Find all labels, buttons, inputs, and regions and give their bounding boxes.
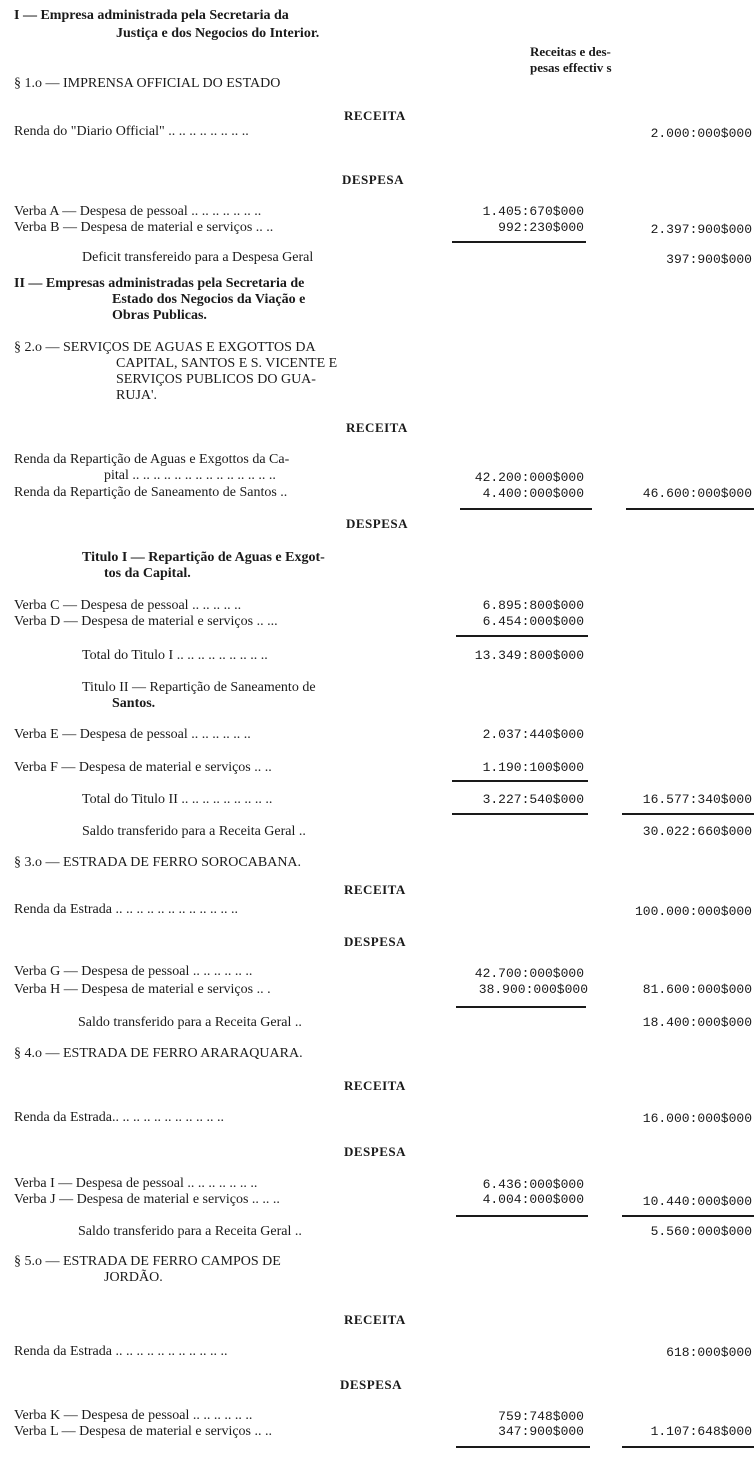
verba-j-value: 4.004:000$000 xyxy=(482,1192,584,1207)
verba-a-value: 1.405:670$000 xyxy=(482,204,584,219)
section-1-renda-label: Renda do "Diario Official" .. .. .. .. .. .. .. .. xyxy=(14,124,249,139)
divider-rule xyxy=(456,1215,588,1217)
intro-line-1: I — Empresa administrada pela Secretaria da xyxy=(14,8,289,23)
verba-f-value: 1.190:100$000 xyxy=(482,760,584,775)
section-2-title-line-1: § 2.o — SERVIÇOS DE AGUAS E EXGOTTOS DA xyxy=(14,340,316,355)
divider-rule xyxy=(626,508,754,510)
section-3-despesa-total: 81.600:000$000 xyxy=(642,982,752,997)
titulo-ii-line-2: Santos. xyxy=(112,696,156,711)
section-1-despesa-total: 2.397:900$000 xyxy=(650,222,752,237)
section-4-renda-label: Renda da Estrada.. .. .. .. .. .. .. .. .. .. .. xyxy=(14,1110,224,1125)
titulo-i-line-1: Titulo I — Repartição de Aguas e Exgot- xyxy=(82,550,325,565)
divider-rule xyxy=(452,241,586,243)
divider-rule xyxy=(456,635,588,637)
section-2-despesa-heading: DESPESA xyxy=(346,516,409,531)
verba-c-label: Verba C — Despesa de pessoal .. .. .. .. .. xyxy=(14,598,242,613)
section-5-renda-label: Renda da Estrada .. .. .. .. .. .. .. .. .. .. .. xyxy=(14,1344,228,1359)
section-5-title-line-1: § 5.o — ESTRADA DE FERRO CAMPOS DE xyxy=(14,1254,281,1269)
total-titulo-ii-label: Total do Titulo II .. .. .. .. .. .. .. .. .. xyxy=(82,792,273,807)
section-5-renda-total: 618:000$000 xyxy=(666,1345,752,1360)
intro-line-2: Justiça e dos Negocios do Interior. xyxy=(116,26,320,41)
titulo-ii-line-1: Titulo II — Repartição de Saneamento de xyxy=(82,680,316,695)
section-2-saldo-label: Saldo transferido para a Receita Geral .. xyxy=(82,824,306,839)
column-header-line-1: Receitas e des- xyxy=(530,44,611,59)
divider-rule xyxy=(452,780,588,782)
verba-b-value: 992:230$000 xyxy=(498,220,584,235)
divider-rule xyxy=(622,1215,754,1217)
section-1-deficit-label: Deficit transfereido para a Despesa Geral xyxy=(82,250,314,265)
titulo-i-line-2: tos da Capital. xyxy=(104,566,191,581)
renda-santos-label: Renda da Repartição de Saneamento de Santos .. xyxy=(14,485,288,500)
column-header-line-2: pesas effectiv s xyxy=(530,60,612,75)
verba-l-value: 347:900$000 xyxy=(498,1424,584,1439)
section-3-despesa-heading: DESPESA xyxy=(344,934,407,949)
divider-rule xyxy=(622,1446,754,1448)
divider-rule xyxy=(456,1446,590,1448)
verba-k-value: 759:748$000 xyxy=(498,1409,584,1424)
section-5-despesa-total: 1.107:648$000 xyxy=(650,1424,752,1439)
section-1-renda-total: 2.000:000$000 xyxy=(650,126,752,141)
verba-i-label: Verba I — Despesa de pessoal .. .. .. .. .. .. .. xyxy=(14,1176,258,1191)
divider-rule xyxy=(456,1006,586,1008)
section-4-saldo-value: 5.560:000$000 xyxy=(650,1224,752,1239)
renda-santos-value: 4.400:000$000 xyxy=(482,486,584,501)
section-4-receita-heading: RECEITA xyxy=(344,1078,406,1093)
verba-l-label: Verba L — Despesa de material e serviços .. .. xyxy=(14,1424,272,1439)
section-4-title: § 4.o — ESTRADA DE FERRO ARARAQUARA. xyxy=(14,1046,303,1061)
section-2-receita-heading: RECEITA xyxy=(346,420,408,435)
verba-c-value: 6.895:800$000 xyxy=(482,598,584,613)
section-2-title-line-4: RUJA'. xyxy=(116,388,158,403)
verba-d-label: Verba D — Despesa de material e serviços .. ... xyxy=(14,614,278,629)
verba-h-label: Verba H — Despesa de material e serviços .. . xyxy=(14,982,271,997)
divider-rule xyxy=(622,813,754,815)
section-4-saldo-label: Saldo transferido para a Receita Geral .. xyxy=(78,1224,302,1239)
section-1-despesa-heading: DESPESA xyxy=(342,172,405,187)
section-3-renda-total: 100.000:000$000 xyxy=(634,904,752,919)
total-titulo-i-label: Total do Titulo I .. .. .. .. .. .. .. .. .. xyxy=(82,648,268,663)
section-1-title: § 1.o — IMPRENSA OFFICIAL DO ESTADO xyxy=(14,76,281,91)
section-2-renda-total: 46.600:000$000 xyxy=(642,486,752,501)
section-3-saldo-label: Saldo transferido para a Receita Geral .. xyxy=(78,1015,302,1030)
part-ii-line-2: Estado dos Negocios da Viação e xyxy=(112,292,306,307)
section-4-despesa-total: 10.440:000$000 xyxy=(642,1194,752,1209)
section-2-title-line-2: CAPITAL, SANTOS E S. VICENTE E xyxy=(116,356,338,371)
total-titulo-ii-value: 3.227:540$000 xyxy=(482,792,584,807)
verba-f-label: Verba F — Despesa de material e serviços .. .. xyxy=(14,760,272,775)
section-2-saldo-value: 30.022:660$000 xyxy=(642,824,752,839)
section-5-receita-heading: RECEITA xyxy=(344,1312,406,1327)
section-3-renda-label: Renda da Estrada .. .. .. .. .. .. .. .. .. .. .. .. xyxy=(14,902,238,917)
section-5-title-line-2: JORDÃO. xyxy=(104,1270,163,1285)
verba-b-label: Verba B — Despesa de material e serviços .. .. xyxy=(14,220,274,235)
section-2-despesa-total: 16.577:340$000 xyxy=(642,792,752,807)
part-ii-line-1: II — Empresas administradas pela Secretaria de xyxy=(14,276,305,291)
section-2-title-line-3: SERVIÇOS PUBLICOS DO GUA- xyxy=(116,372,316,387)
verba-e-value: 2.037:440$000 xyxy=(482,727,584,742)
renda-aguas-label-line-1: Renda da Repartição de Aguas e Exgottos da Ca- xyxy=(14,452,290,467)
verba-a-label: Verba A — Despesa de pessoal .. .. .. .. .. .. .. xyxy=(14,204,262,219)
section-3-receita-heading: RECEITA xyxy=(344,882,406,897)
verba-d-value: 6.454:000$000 xyxy=(482,614,584,629)
verba-j-label: Verba J — Despesa de material e serviços .. .. .. xyxy=(14,1192,280,1207)
verba-g-value: 42.700:000$000 xyxy=(474,966,584,981)
section-1-deficit-value: 397:900$000 xyxy=(666,252,752,267)
divider-rule xyxy=(460,508,592,510)
verba-e-label: Verba E — Despesa de pessoal .. .. .. .. .. .. xyxy=(14,727,251,742)
section-3-saldo-value: 18.400:000$000 xyxy=(642,1015,752,1030)
verba-i-value: 6.436:000$000 xyxy=(482,1177,584,1192)
divider-rule xyxy=(452,813,588,815)
verba-h-value: 38.900:000$000 xyxy=(478,982,588,997)
part-ii-line-3: Obras Publicas. xyxy=(112,308,207,323)
section-4-despesa-heading: DESPESA xyxy=(344,1144,407,1159)
total-titulo-i-value: 13.349:800$000 xyxy=(474,648,584,663)
section-5-despesa-heading: DESPESA xyxy=(340,1377,403,1392)
verba-g-label: Verba G — Despesa de pessoal .. .. .. .. .. .. xyxy=(14,964,253,979)
section-4-renda-total: 16.000:000$000 xyxy=(642,1111,752,1126)
section-1-receita-heading: RECEITA xyxy=(344,108,406,123)
renda-aguas-value: 42.200:000$000 xyxy=(474,470,584,485)
verba-k-label: Verba K — Despesa de pessoal .. .. .. .. .. .. xyxy=(14,1408,253,1423)
section-3-title: § 3.o — ESTRADA DE FERRO SOROCABANA. xyxy=(14,855,302,870)
renda-aguas-label-line-2: pital .. .. .. .. .. .. .. .. .. .. .. .. .. .. xyxy=(104,468,276,483)
